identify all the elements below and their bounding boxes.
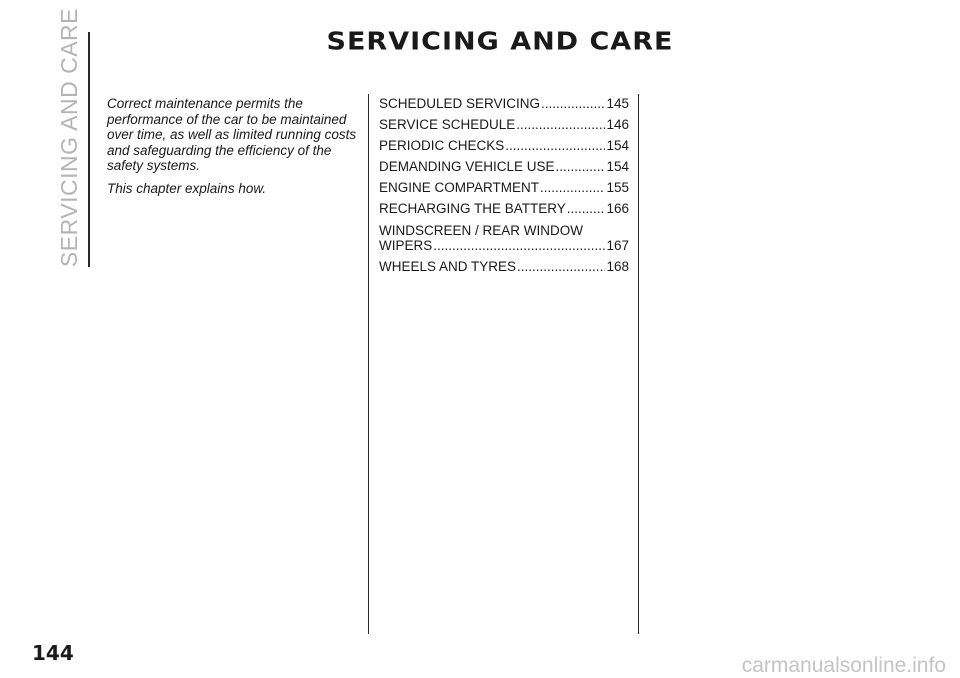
toc-item-page: 168 <box>606 259 629 275</box>
table-of-contents <box>379 96 629 280</box>
toc-item-demanding-vehicle-use[interactable] <box>379 159 629 175</box>
toc-leader-dots <box>541 96 605 112</box>
watermark: carmanualsonline.info <box>741 654 946 677</box>
toc-item-page: 145 <box>606 96 629 111</box>
toc-item-label: WHEELS AND TYRES <box>379 259 517 275</box>
toc-item-periodic-checks[interactable] <box>379 138 629 154</box>
intro-paragraph-1: Correct maintenance permits the performance of the car to be maintained over time, as well as limited running costs and safeguarding the efficiency of the safety systems. <box>107 96 357 173</box>
toc-item-page: 154 <box>606 138 629 154</box>
toc-item-page: 166 <box>606 201 629 217</box>
side-tab-rule <box>88 32 90 267</box>
toc-item-label: PERIODIC CHECKS <box>379 138 505 154</box>
toc-item-label: DEMANDING VEHICLE USE <box>379 159 555 175</box>
toc-item-page: 155 <box>606 180 629 196</box>
toc-leader-dots <box>433 238 605 254</box>
toc-item-windscreen-rear-window-wipers[interactable] <box>379 223 629 254</box>
page-number: 144 <box>32 641 74 665</box>
toc-item-label-line-1: WINDSCREEN / REAR WINDOW <box>379 222 583 238</box>
page-title: SERVICING AND CARE <box>326 27 674 56</box>
column-divider-left <box>368 94 369 634</box>
toc-item-scheduled-servicing[interactable] <box>379 96 629 112</box>
toc-item-page: 154 <box>606 159 629 175</box>
toc-item-label: SCHEDULED SERVICING <box>379 96 541 111</box>
toc-leader-dots <box>516 117 605 133</box>
toc-item-label: RECHARGING THE BATTERY <box>379 201 566 217</box>
side-tab-label: SERVICING AND CARE <box>56 7 82 267</box>
toc-leader-dots <box>540 180 605 196</box>
toc-item-label: ENGINE COMPARTMENT <box>379 180 540 196</box>
toc-leader-dots <box>505 138 605 154</box>
toc-item-page: 167 <box>606 238 629 254</box>
toc-item-label: WIPERS <box>379 238 433 254</box>
toc-leader-dots <box>567 201 606 217</box>
column-divider-right <box>638 94 639 634</box>
toc-item-page: 146 <box>606 117 629 133</box>
intro-paragraph-2: This chapter explains how. <box>107 180 267 196</box>
toc-leader-dots <box>556 159 606 175</box>
toc-item-label: SERVICE SCHEDULE <box>379 117 516 133</box>
toc-leader-dots <box>517 259 605 275</box>
toc-item-service-schedule[interactable] <box>379 117 629 133</box>
side-tab <box>54 7 84 267</box>
toc-item-engine-compartment[interactable] <box>379 180 629 196</box>
toc-item-recharging-the-battery[interactable] <box>379 201 629 217</box>
intro-text <box>107 96 357 203</box>
toc-item-wheels-and-tyres[interactable] <box>379 259 629 275</box>
